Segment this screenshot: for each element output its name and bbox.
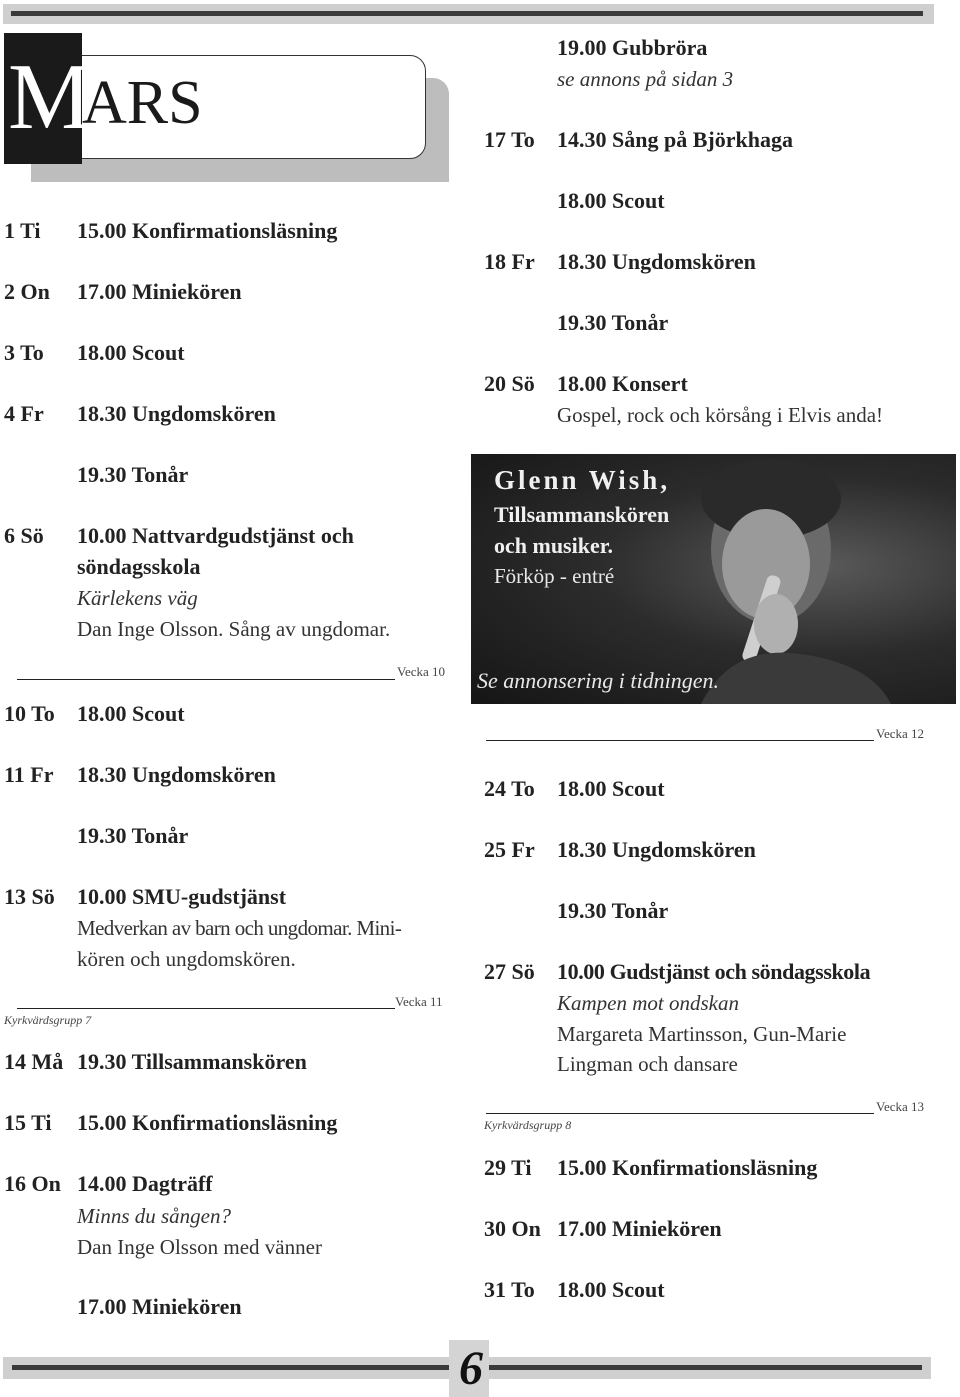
event-time: 18.30 Ungdomskören [77,401,276,426]
event-time: 15.00 Konfirmationsläsning [77,218,338,243]
event-time-cont: söndagsskola [77,554,201,579]
event-time: 19.00 Gubbröra [557,35,708,60]
event-time: 15.00 Konfirmationsläsning [557,1155,818,1180]
event-time: 18.00 Konsert [557,371,688,396]
week-label: Vecka 10 [397,664,446,679]
event-time: 19.30 Tonår [77,462,189,487]
event-note: Dan Inge Olsson. Sång av ungdomar. [77,617,391,641]
event-time: 14.00 Dagträff [77,1171,213,1196]
event-day: 13 Sö [4,884,55,909]
event-time: 19.30 Tillsammanskören [77,1049,307,1074]
week-label: Vecka 13 [876,1099,925,1114]
event-day: 14 Må [4,1049,64,1074]
group-label: Kyrkvärdsgrupp 8 [484,1118,572,1132]
event-time: 14.30 Sång på Björkhaga [557,127,793,152]
event-time: 18.30 Ungdomskören [557,249,756,274]
event-day: 18 Fr [484,249,535,274]
event-time: 18.00 Scout [77,701,185,726]
week-divider [17,1008,395,1009]
ad-title: Glenn Wish, [494,465,671,495]
event-note: Gospel, rock och körsång i Elvis anda! [557,403,884,427]
event-day: 4 Fr [4,401,44,426]
week-label: Vecka 11 [395,994,443,1009]
event-day: 1 Ti [4,218,41,243]
header-initial: M [8,45,92,149]
event-day: 27 Sö [484,959,535,984]
week-label: Vecka 12 [876,726,925,741]
event-theme: se annons på sidan 3 [557,67,734,91]
event-day: 31 To [484,1277,535,1302]
ad-line: Förköp - entré [494,564,615,588]
event-time: 19.30 Tonår [557,310,669,335]
page-number: 6 [459,1342,483,1395]
event-day: 30 On [484,1216,541,1241]
event-day: 29 Ti [484,1155,532,1180]
event-time: 10.00 Gudstjänst och söndagsskola [557,959,871,984]
event-time: 18.00 Scout [557,776,665,801]
week-divider [486,1113,874,1114]
event-day: 11 Fr [4,762,54,787]
event-time: 17.00 Miniekören [557,1216,722,1241]
event-time: 10.00 Nattvardgudstjänst och [77,523,354,548]
event-day: 15 Ti [4,1110,52,1135]
event-time: 18.00 Scout [557,188,665,213]
event-day: 3 To [4,340,44,365]
event-day: 20 Sö [484,371,535,396]
event-time: 10.00 SMU-gudstjänst [77,884,287,909]
event-theme: Kärlekens väg [77,586,198,610]
event-note-cont: kören och ungdomskören. [77,947,296,971]
event-note: Margareta Martinsson, Gun-Marie [557,1022,847,1046]
week-divider [17,679,395,680]
event-time: 19.30 Tonår [557,898,669,923]
event-time: 17.00 Miniekören [77,279,242,304]
event-note-cont: Lingman och dansare [557,1052,738,1076]
event-day: 2 On [4,279,50,304]
week-divider [486,740,874,741]
event-time: 18.30 Ungdomskören [77,762,276,787]
event-day: 25 Fr [484,837,535,862]
event-day: 17 To [484,127,535,152]
event-theme: Kampen mot ondskan [557,991,739,1015]
event-day: 6 Sö [4,523,44,548]
event-time: 18.30 Ungdomskören [557,837,756,862]
event-time: 18.00 Scout [77,340,185,365]
ad-line: och musiker. [494,533,613,558]
event-time: 17.00 Miniekören [77,1294,242,1319]
event-note: Dan Inge Olsson med vänner [77,1235,322,1259]
event-day: 16 On [4,1171,61,1196]
event-theme: Minns du sången? [77,1204,231,1228]
ad-line: Tillsammanskören [494,502,670,527]
top-rule [3,4,934,24]
event-time: 15.00 Konfirmationsläsning [77,1110,338,1135]
event-time: 19.30 Tonår [77,823,189,848]
header-title-rest: ARS [82,69,203,137]
event-day: 10 To [4,701,55,726]
group-label: Kyrkvärdsgrupp 7 [4,1013,92,1027]
ad-footer-line: Se annonsering i tidningen. [477,668,719,693]
event-time: 18.00 Scout [557,1277,665,1302]
event-day: 24 To [484,776,535,801]
event-note: Medverkan av barn och ungdomar. Mini- [77,916,402,940]
